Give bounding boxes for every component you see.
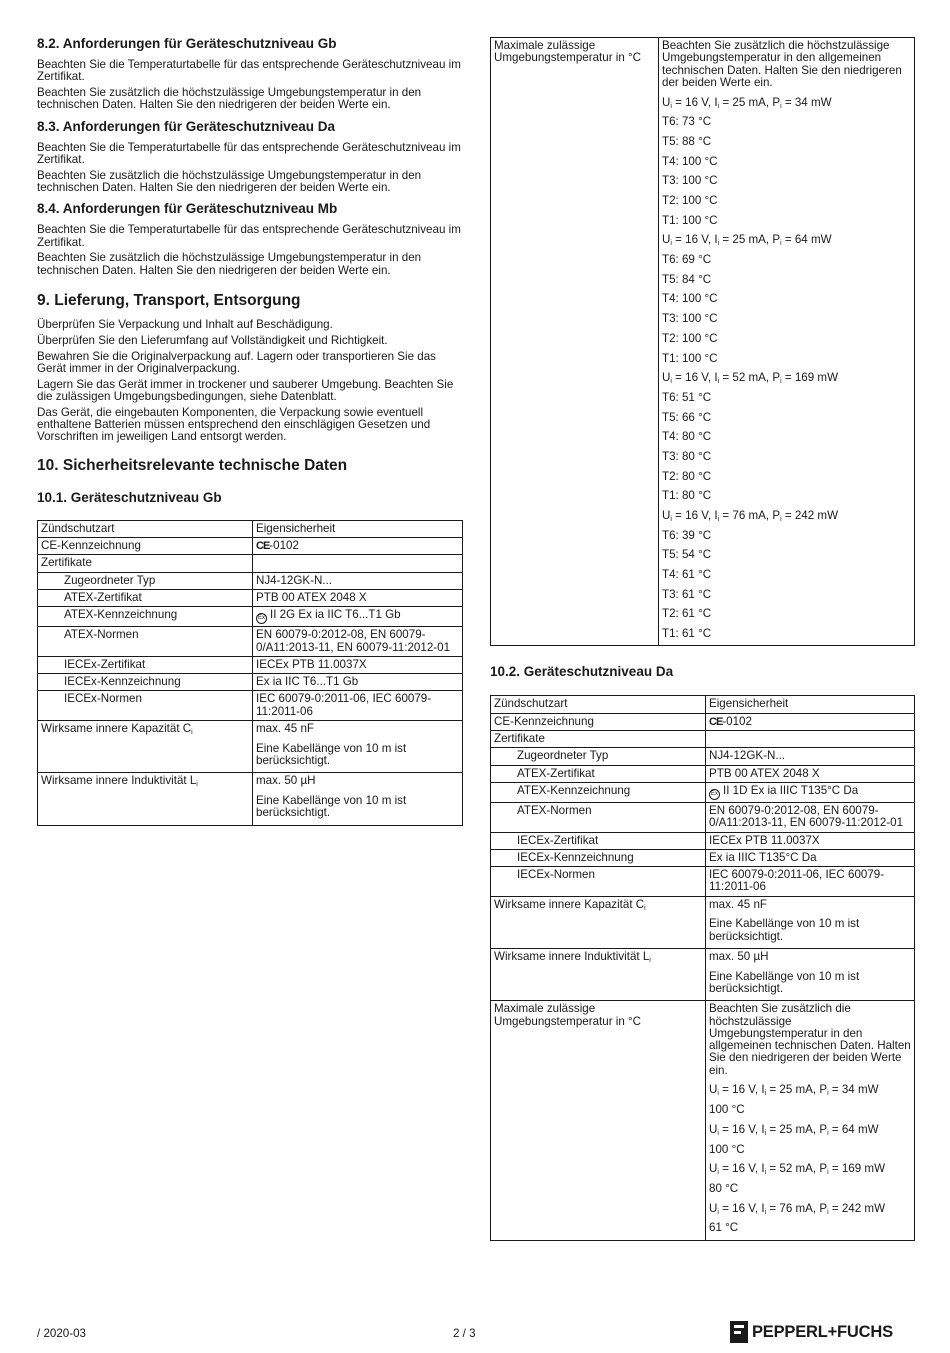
table-key: ATEX-Kennzeichnung [491,782,706,802]
electrical-parameters [709,1124,911,1136]
table-row [491,849,915,866]
param-text: = 34 mW [781,95,832,109]
table-row [38,555,463,572]
subscript: i [191,729,193,736]
table-value: IEC 60079-0:2011-06, IEC 60079-11:2011-06 [706,867,915,897]
table-row [491,713,915,730]
table-value [659,38,915,646]
param-text: = 169 mW [781,371,839,385]
table-key [38,773,253,825]
ce-mark-icon: CE [709,715,723,728]
table-key: IECEx-Kennzeichnung [491,849,706,866]
param-text: = 64 mW [828,1122,879,1136]
table-key: ATEX-Kennzeichnung [38,607,253,627]
value-line: max. 45 nF [256,722,314,735]
ce-mark-icon: CE [256,540,270,553]
paragraph: Beachten Sie zusätzlich die höchstzulässige Umgebungstemperatur in den technischen Daten. Halten Sie den niedrigeren der beiden Werte ein. [37,168,422,195]
table-row [491,731,915,748]
paragraph: Beachten Sie die Temperaturtabelle für das entsprechende Geräteschutzniveau im Zertifikat. [37,140,461,166]
section-8-2 [37,36,463,112]
paragraph: Beachten Sie zusätzlich die höchstzulässige Umgebungstemperatur in den technischen Daten. Halten Sie den niedrigeren der beiden Werte ein. [37,251,422,277]
table-row [38,773,463,825]
temperature-class-value: T4: 61 °C [662,568,712,582]
table-key: IECEx-Kennzeichnung [38,674,253,691]
temperature-class-value: T4: 100 °C [662,154,718,168]
section-8-3-title: 8.3. Anforderungen für Geräteschutzniveau Da [37,118,336,134]
table-key: ATEX-Normen [38,627,253,657]
table-row [38,674,463,691]
subscript: i [670,378,672,386]
subscript: i [670,102,672,110]
subscript: i [764,1129,767,1137]
paragraph: Beachten Sie die Temperaturtabelle für das entsprechende Geräteschutzniveau im Zertifikat. [37,223,461,249]
param-text: U [709,1122,718,1136]
ce-number: -0102 [269,539,299,553]
value-line: max. 45 nF [709,897,767,911]
param-text: U [709,1083,718,1097]
table-value [253,607,463,627]
table-value: Ex ia IIC T6...T1 Gb [253,674,463,691]
temperature-class-value: T6: 69 °C [662,253,712,267]
subscript: i [827,1169,829,1177]
table-value: Eigensicherheit [706,696,915,713]
value-line: Beachten Sie zusätzlich die höchstzulässige Umgebungstemperatur in den allgemeinen technischen Daten. Halten Sie den niedrigeren der beiden Werte ein. [709,1002,911,1077]
subscript: i [827,1090,829,1098]
table-key: CE-Kennzeichnung [491,713,706,730]
table-value [706,896,915,948]
section-10-1-title: 10.1. Geräteschutzniveau Gb [37,489,222,505]
table-value: EN 60079-0:2012-08, EN 60079-0/A11:2013-11, EN 60079-11:2012-01 [253,627,463,657]
ex-mark-icon: Ex [709,789,720,800]
section-10-title: 10. Sicherheitsrelevante technische Daten [37,456,348,474]
subscript: i [717,1090,719,1098]
temperature-class-value: T5: 88 °C [662,134,712,148]
table-value [253,538,463,555]
electrical-parameters [709,1084,911,1096]
temperature-class-value: T6: 39 °C [662,528,712,542]
table-value [253,721,463,773]
temperature-value: 80 °C [709,1181,739,1195]
table-key: ATEX-Normen [491,802,706,832]
table-row [491,765,915,782]
table-value: PTB 00 ATEX 2048 X [253,589,463,606]
table-key: IECEx-Normen [491,867,706,897]
section-9 [37,291,463,444]
pepperl-fuchs-logo [730,1320,893,1344]
table-key: Zugeordneter Typ [491,748,706,765]
ex-mark-icon: Ex [256,613,267,624]
electrical-parameters [709,1203,911,1215]
subscript: i [780,102,782,110]
param-text: = 76 mA, P [719,509,781,523]
param-text: = 52 mA, P [719,371,781,385]
table-key: IECEx-Zertifikat [491,832,706,849]
param-text: U [709,1201,718,1215]
subscript: i [780,516,782,524]
table-key: IECEx-Zertifikat [38,656,253,673]
param-text: = 169 mW [828,1162,886,1176]
subscript: i [717,516,720,524]
value-line: Eine Kabellänge von 10 m ist berücksichtigt. [256,793,407,820]
table-value [706,1001,915,1240]
param-text: = 76 mA, P [766,1201,828,1215]
electrical-parameters [662,234,911,246]
key-text: Wirksame innere Kapazität C [41,722,192,735]
table-row [491,696,915,713]
section-10-2-title: 10.2. Geräteschutzniveau Da [490,664,674,680]
subscript: i [717,1169,719,1177]
subscript: i [670,240,672,248]
param-text: = 242 mW [781,509,839,523]
table-value: Eigensicherheit [253,520,463,537]
table-row [491,948,915,1000]
param-text: = 16 V, I [671,371,718,385]
section-8-4 [37,201,463,277]
param-text: U [709,1162,718,1176]
temperature-class-value: T4: 100 °C [662,292,718,306]
param-text: = 16 V, I [671,509,718,523]
param-text: = 25 mA, P [766,1122,828,1136]
electrical-parameters [662,510,911,522]
table-key: Zertifikate [491,731,706,748]
temperature-class-value: T3: 100 °C [662,174,718,188]
param-text: = 16 V, I [671,233,718,247]
table-key: Maximale zulässige Umgebungstemperatur in °C [491,1001,706,1240]
table-row [491,867,915,897]
right-column [490,37,915,1241]
table-value [706,782,915,802]
param-text: = 16 V, I [671,95,718,109]
table-row [38,627,463,657]
table-key: CE-Kennzeichnung [38,538,253,555]
value-line: Eine Kabellänge von 10 m ist berücksichtigt. [256,741,407,767]
key-text: Wirksame innere Kapazität C [494,897,645,911]
table-row [491,38,915,646]
paragraph: Beachten Sie die Temperaturtabelle für das entsprechende Geräteschutzniveau im Zertifikat. [37,58,461,84]
table-row [491,782,915,802]
param-text: = 16 V, I [718,1162,765,1176]
param-text: = 242 mW [828,1201,886,1215]
subscript: i [717,378,720,386]
param-text: = 64 mW [781,233,832,247]
table-row [38,538,463,555]
table-value: IEC 60079-0:2011-06, IEC 60079-11:2011-06 [253,691,463,721]
temperature-value: 61 °C [709,1221,739,1235]
footer-date: / 2020-03 [37,1327,86,1340]
temperature-class-value: T2: 61 °C [662,607,712,621]
table-value: NJ4-12GK-N... [706,748,915,765]
subscript: i [649,956,651,964]
table-key: Zündschutzart [491,696,706,713]
page-number: 2 / 3 [453,1327,476,1340]
param-text: U [662,371,671,385]
table-key [38,721,253,773]
paragraph: Lagern Sie das Gerät immer in trockener und sauberer Umgebung. Beachten Sie die zulässigen Umgebungsbedingungen, siehe Datenblatt. [37,377,454,404]
param-text: U [662,233,671,247]
table-key: ATEX-Zertifikat [491,765,706,782]
value-line: Eine Kabellänge von 10 m ist berücksichtigt. [709,917,860,943]
subscript: i [196,781,198,789]
temperature-class-value: T1: 80 °C [662,489,712,503]
param-text: U [662,95,671,109]
temperature-class-value: T1: 61 °C [662,627,712,641]
table-row [38,656,463,673]
gb-data-table [37,520,463,826]
electrical-parameters [709,1163,911,1175]
temperature-class-value: T3: 100 °C [662,312,718,326]
table-value: EN 60079-0:2012-08, EN 60079-0/A11:2013-11, EN 60079-11:2012-01 [706,802,915,832]
gb-temperature-table [490,37,915,646]
temperature-class-value: T5: 54 °C [662,548,712,562]
temperature-class-value: T4: 80 °C [662,430,712,444]
section-8-3 [37,119,463,195]
table-key: Maximale zulässige Umgebungstemperatur in °C [491,38,659,646]
table-key: ATEX-Zertifikat [38,589,253,606]
param-text: = 34 mW [828,1083,879,1097]
table-value: IECEx PTB 11.0037X [253,656,463,673]
temperature-class-value: T2: 80 °C [662,469,712,483]
section-9-title: 9. Lieferung, Transport, Entsorgung [37,292,301,310]
subscript: i [780,378,782,386]
param-text: = 25 mA, P [719,233,781,247]
table-row [38,520,463,537]
temperature-class-value: T3: 61 °C [662,587,712,601]
value-line: max. 50 µH [709,949,769,963]
table-key: Zündschutzart [38,520,253,537]
subscript: i [764,1208,767,1216]
electrical-parameters [662,97,911,109]
temperature-value: 100 °C [709,1103,745,1117]
subscript: i [717,102,720,110]
subscript: i [717,1208,719,1216]
table-key [491,896,706,948]
paragraph: Beachten Sie zusätzlich die höchstzulässige Umgebungstemperatur in den technischen Daten. Halten Sie den niedrigeren der beiden Werte ein. [37,86,422,112]
value-line: Eine Kabellänge von 10 m ist berücksichtigt. [709,969,860,995]
temperature-class-value: T2: 100 °C [662,194,718,208]
table-row [38,607,463,627]
param-text: = 52 mA, P [766,1162,828,1176]
paragraph: Das Gerät, die eingebauten Komponenten, die Verpackung sowie eventuell enthaltene Batterien müssen entsprechend den einschlägigen Gesetzen und Vorschriften im jeweiligen Land entsorgt werden. [37,405,431,444]
value-line: max. 50 µH [256,774,316,788]
logo-text: PEPPERL+FUCHS [752,1322,893,1341]
electrical-parameters [662,372,911,384]
table-row [38,691,463,721]
paragraph: Überprüfen Sie den Lieferumfang auf Vollständigkeit und Richtigkeit. [37,333,388,347]
value-line: Beachten Sie zusätzlich die höchstzulässige Umgebungstemperatur in den allgemeinen technischen Daten. Halten Sie den niedrigeren der beiden Werte ein. [662,39,902,89]
table-value [253,773,463,825]
table-value: PTB 00 ATEX 2048 X [706,765,915,782]
atex-marking: II 2G Ex ia IIC T6...T1 Gb [270,608,401,622]
table-row [491,832,915,849]
temperature-class-value: T2: 100 °C [662,331,718,345]
temperature-class-value: T3: 80 °C [662,449,712,463]
table-row [38,572,463,589]
table-row [491,896,915,948]
temperature-value: 100 °C [709,1142,745,1156]
table-value: Ex ia IIIC T135°C Da [706,849,915,866]
section-8-4-title: 8.4. Anforderungen für Geräteschutzniveau Mb [37,201,338,217]
param-text: = 16 V, I [718,1201,765,1215]
subscript: i [764,1169,767,1177]
table-row [38,721,463,773]
table-key: Zugeordneter Typ [38,572,253,589]
table-row [491,802,915,832]
table-value: NJ4-12GK-N... [253,572,463,589]
section-8-2-title: 8.2. Anforderungen für Geräteschutzniveau Gb [37,36,337,51]
param-text: = 25 mA, P [719,95,781,109]
key-text: Wirksame innere Induktivität L [41,774,197,788]
subscript: i [827,1208,829,1216]
param-text: = 16 V, I [718,1083,765,1097]
temperature-class-value: T5: 84 °C [662,272,712,286]
table-key [491,948,706,1000]
param-text: = 16 V, I [718,1122,765,1136]
subscript: i [764,1090,767,1098]
subscript: i [780,240,782,248]
table-value [706,948,915,1000]
table-value [706,731,915,748]
subscript: i [670,516,672,524]
table-key: Zertifikate [38,555,253,572]
table-value [706,713,915,730]
temperature-class-value: T6: 73 °C [662,115,712,129]
param-text: = 25 mA, P [766,1083,828,1097]
subscript: i [717,240,720,248]
key-text: Wirksame innere Induktivität L [494,949,650,963]
paragraph: Bewahren Sie die Originalverpackung auf. Lagern oder transportieren Sie das Gerät immer in der Originalverpackung. [37,349,436,375]
table-value [253,555,463,572]
paragraph: Überprüfen Sie Verpackung und Inhalt auf Beschädigung. [37,318,333,332]
subscript: i [717,1129,719,1137]
table-row [491,1001,915,1240]
left-column [37,36,463,826]
temperature-class-value: T6: 51 °C [662,390,712,404]
param-text: U [662,509,671,523]
table-key: IECEx-Normen [38,691,253,721]
temperature-class-value: T1: 100 °C [662,213,718,227]
temperature-class-value: T5: 66 °C [662,410,712,424]
table-row [491,748,915,765]
atex-marking: II 1D Ex ia IIIC T135°C Da [723,783,859,797]
ce-number: -0102 [722,714,752,728]
table-row [38,589,463,606]
subscript: i [827,1129,829,1137]
temperature-class-value: T1: 100 °C [662,351,718,365]
table-value: IECEx PTB 11.0037X [706,832,915,849]
da-data-table [490,695,915,1240]
subscript: i [644,904,646,912]
logo-mark-icon [730,1321,748,1343]
